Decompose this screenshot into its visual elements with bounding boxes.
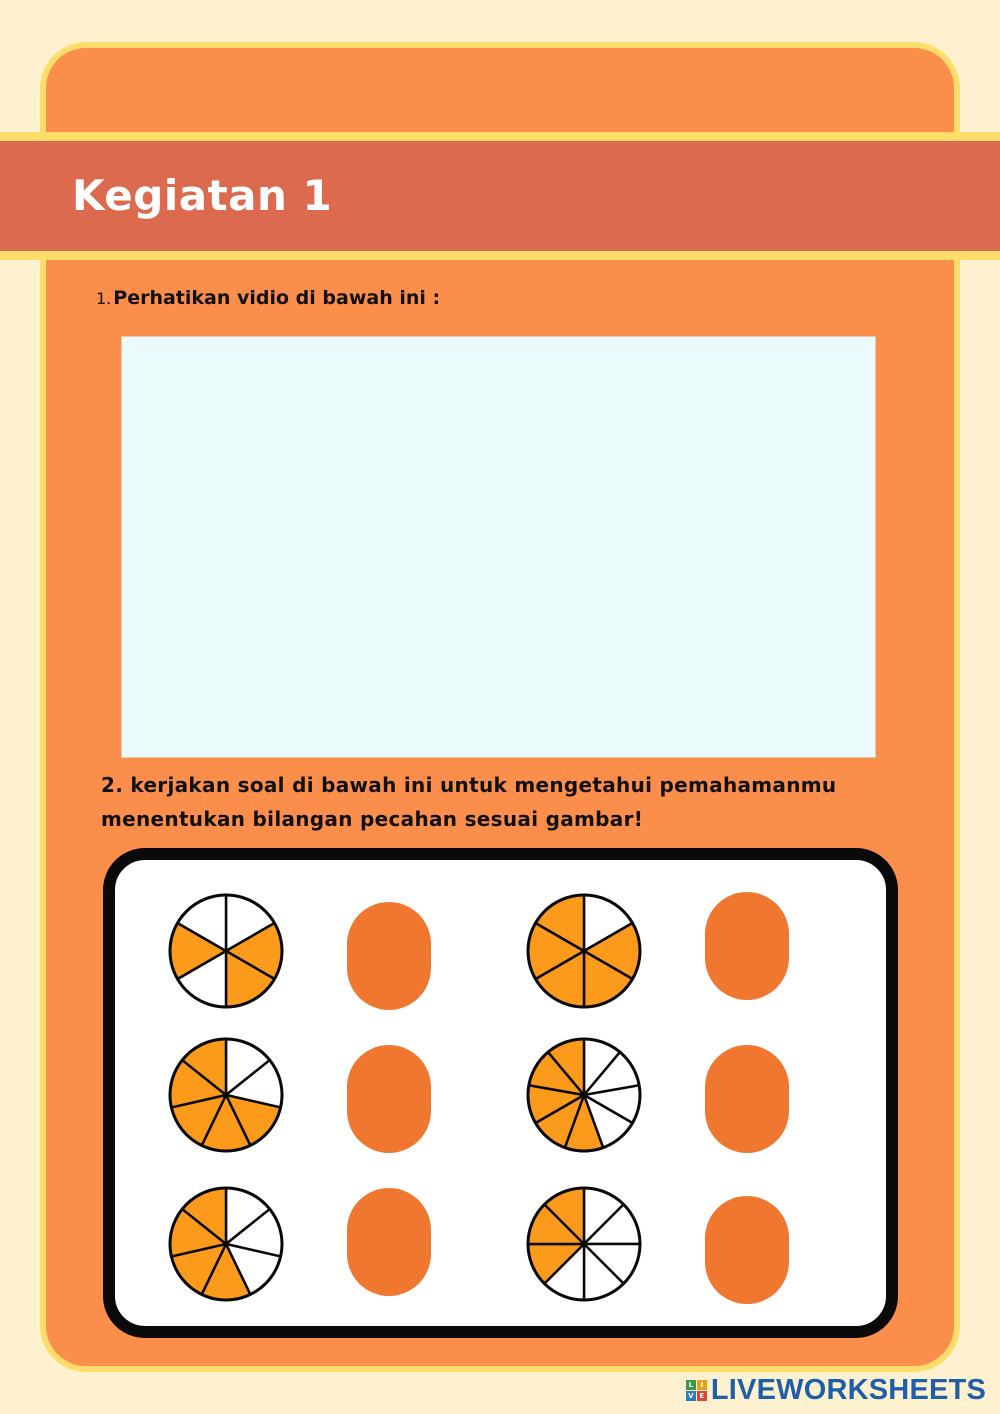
logo-letter-i: I: [697, 1380, 707, 1390]
answer-input-1[interactable]: [347, 902, 431, 1010]
question-2: [101, 768, 901, 836]
fraction-pie-2: [524, 891, 644, 1011]
fraction-pie-6: [524, 1184, 644, 1304]
answer-input-5[interactable]: [347, 1188, 431, 1296]
video-placeholder[interactable]: [121, 336, 876, 758]
fraction-pie-1: [166, 891, 286, 1011]
answer-input-2[interactable]: [705, 892, 789, 1000]
question-2-line-1: 2. kerjakan soal di bawah ini untuk mengetahui pemahamanmu: [101, 773, 837, 797]
title-banner: [0, 132, 1000, 260]
logo-letter-l: L: [686, 1380, 696, 1390]
question-1: [96, 287, 440, 309]
fraction-pie-5: [166, 1184, 286, 1304]
question-1-text: Perhatikan vidio di bawah ini :: [113, 287, 441, 309]
page-title: Kegiatan 1: [72, 171, 333, 220]
answer-input-6[interactable]: [705, 1196, 789, 1304]
fraction-pie-4: [524, 1035, 644, 1155]
answer-input-3[interactable]: [347, 1045, 431, 1153]
question-1-number: 1.: [96, 289, 112, 308]
liveworksheets-logo-icon: [686, 1380, 707, 1401]
fraction-pie-3: [166, 1035, 286, 1155]
liveworksheets-footer: [686, 1372, 986, 1408]
answer-input-4[interactable]: [705, 1045, 789, 1153]
question-2-line-2: menentukan bilangan pecahan sesuai gambar!: [101, 807, 644, 831]
logo-letter-e: E: [697, 1391, 707, 1401]
logo-letter-v: V: [686, 1391, 696, 1401]
brand-name: LIVEWORKSHEETS: [710, 1373, 986, 1406]
